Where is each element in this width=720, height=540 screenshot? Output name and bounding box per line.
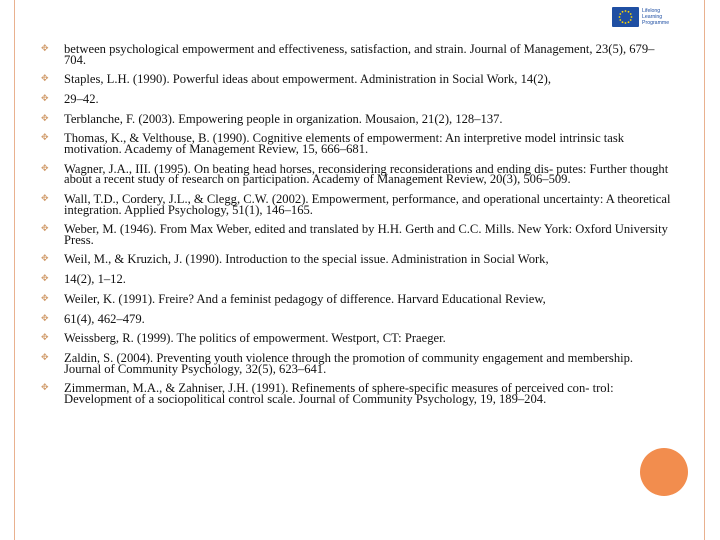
bullet-icon: ✥ [41,113,49,124]
reference-list [41,44,671,413]
reference-text: Wagner, J.A., III. (1995). On beating head horses, reconsidering reconsiderations and ending dis- putes: Further thought about a recent study of research on participation. Academy of Management Review, 20(3), 506–509. [64,161,669,187]
bullet-icon: ✥ [41,383,49,394]
decorative-orange-circle [640,448,688,496]
bullet-icon: ✥ [41,254,49,265]
bullet-icon: ✥ [41,352,49,363]
bullet-icon: ✥ [41,44,49,54]
bullet-icon: ✥ [41,333,49,344]
reference-item [41,133,671,154]
reference-item [41,161,671,187]
bullet-icon: ✥ [41,93,49,104]
reference-item [41,291,671,306]
reference-item [41,224,671,245]
bullet-icon: ✥ [41,274,49,285]
reference-item [41,44,671,65]
reference-item [41,191,671,217]
reference-text: 29–42. [64,91,99,106]
bullet-icon: ✥ [41,313,49,324]
bullet-icon: ✥ [41,74,49,85]
reference-item [41,311,671,326]
reference-item [41,254,671,265]
reference-text: Weil, M., & Kruzich, J. (1990). Introduction to the special issue. Administration in Social Work, [64,252,549,267]
logo-line-3: Programme [642,20,670,26]
reference-text: Zaldin, S. (2004). Preventing youth violence through the promotion of community engagement and membership. Journal of Community Psychology, 32(5), 623–641. [64,350,634,376]
bullet-icon: ✥ [41,163,49,174]
reference-text: Zimmerman, M.A., & Zahniser, J.H. (1991). Refinements of sphere-specific measures of perceived con- trol: Development of a sociopolitical control scale. Journal of Community Psychology, 19, 189–204. [64,381,614,406]
reference-text: Weber, M. (1946). From Max Weber, edited and translated by H.H. Gerth and C.C. Mills. New York: Oxford University Press. [64,222,668,247]
left-frame-line [14,0,15,540]
reference-text: 61(4), 462–479. [64,311,145,326]
reference-item [41,74,671,85]
bullet-icon: ✥ [41,193,49,204]
reference-item [41,383,671,404]
bullet-icon: ✥ [41,293,49,304]
reference-text: between psychological empowerment and effectiveness, satisfaction, and strain. Journal of Management, 23(5), 679–704. [64,42,655,67]
eu-flag-icon [612,7,639,27]
reference-item [41,350,671,376]
reference-text: 14(2), 1–12. [64,272,126,287]
reference-item [41,111,671,126]
reference-text: Thomas, K., & Velthouse, B. (1990). Cognitive elements of empowerment: An interpretive model intrinsic task motivation. Academy of Management Review, 15, 666–681. [64,131,625,156]
reference-item [41,274,671,285]
logo-line-1: Lifelong [642,8,661,14]
reference-item [41,333,671,344]
reference-text: Wall, T.D., Cordery, J.L., & Clegg, C.W. (2002). Empowerment, performance, and operational uncertainty: A theoretical integration. Applied Psychology, 51(1), 146–165. [64,191,671,217]
bullet-icon: ✥ [41,133,49,144]
reference-text: Staples, L.H. (1990). Powerful ideas about empowerment. Administration in Social Work, 14(2), [64,72,552,87]
lifelong-learning-logo [612,6,682,28]
logo-line-2: Learning [642,14,663,20]
bullet-icon: ✥ [41,224,49,235]
reference-item [41,91,671,106]
reference-text: Weissberg, R. (1999). The politics of empowerment. Westport, CT: Praeger. [64,331,446,346]
right-frame-line [704,0,705,540]
reference-text: Terblanche, F. (2003). Empowering people in organization. Mousaion, 21(2), 128–137. [64,111,503,126]
logo-text [642,8,669,26]
reference-text: Weiler, K. (1991). Freire? And a feminist pedagogy of difference. Harvard Educational Review, [64,291,546,306]
